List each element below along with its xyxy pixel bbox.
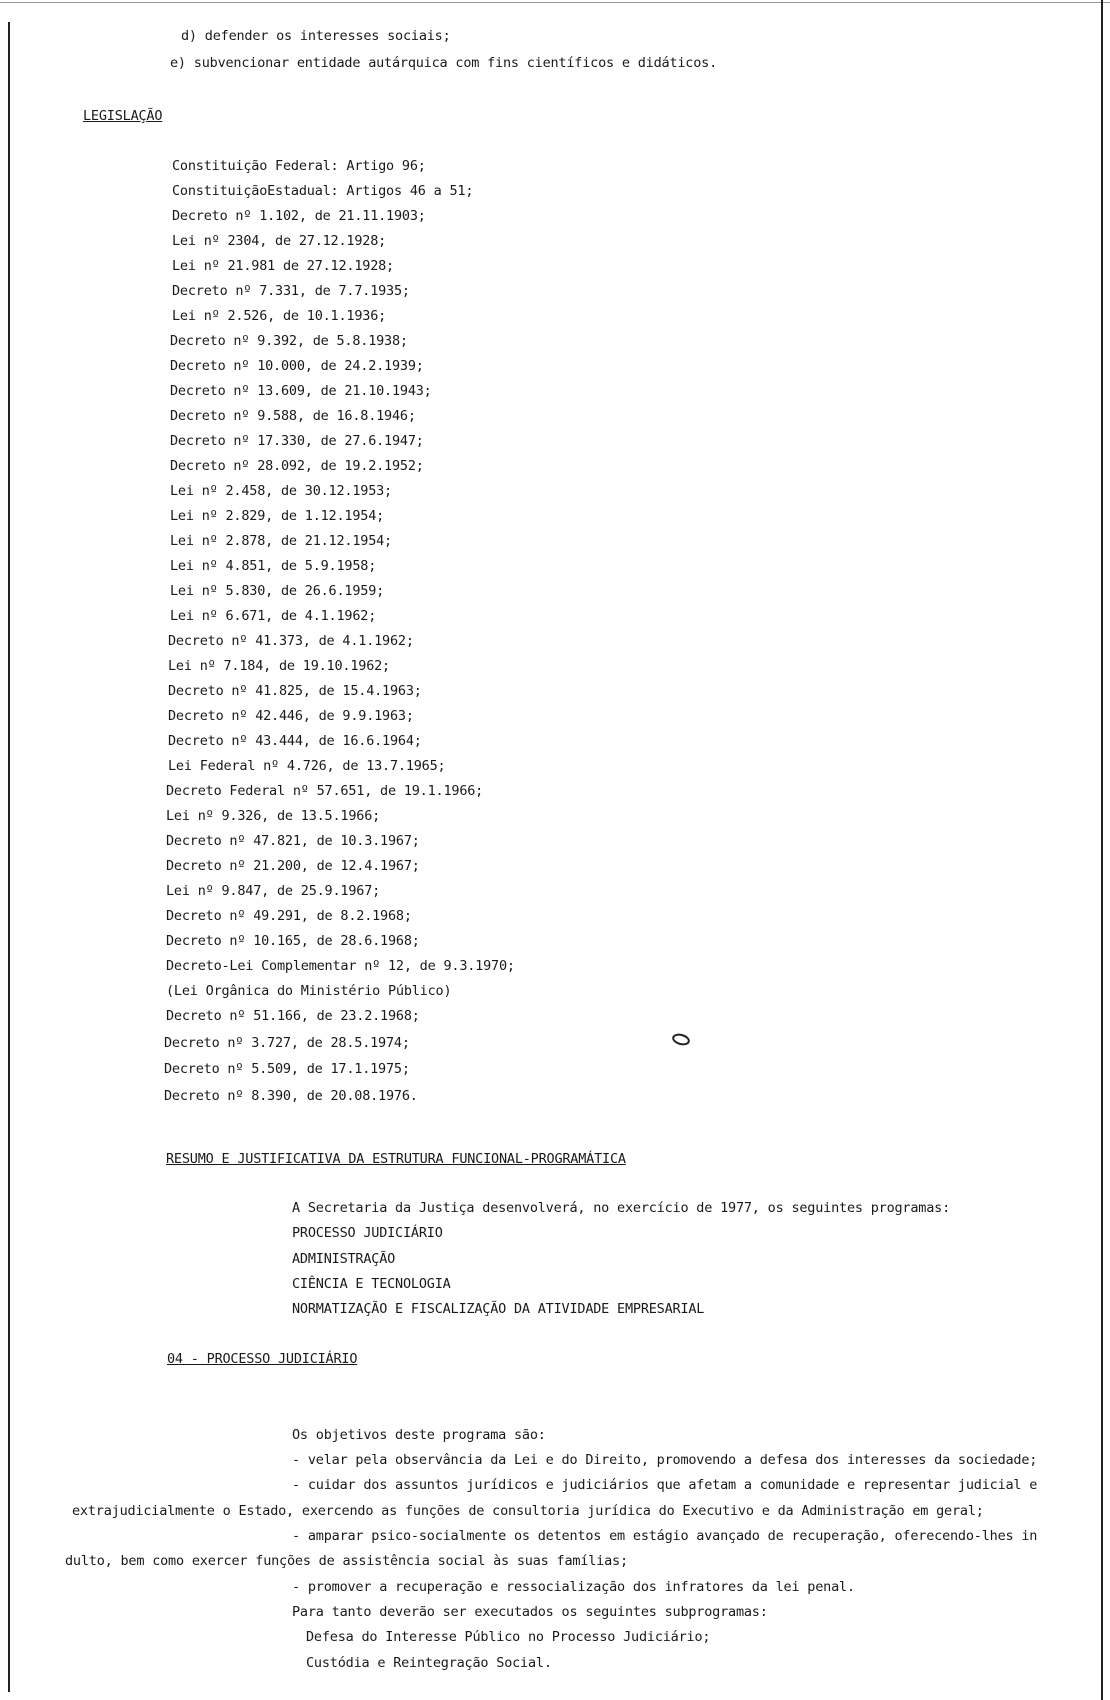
legislacao-item: Decreto nº 3.727, de 28.5.1974;	[164, 1035, 410, 1051]
legislacao-item: ConstituiçãoEstadual: Artigos 46 a 51;	[172, 183, 474, 199]
program-item: ADMINISTRAÇÃO	[292, 1251, 396, 1267]
legislacao-item: Decreto nº 43.444, de 16.6.1964;	[168, 733, 422, 749]
program-item: NORMATIZAÇÃO E FISCALIZAÇÃO DA ATIVIDADE EMPRESARIAL	[292, 1301, 705, 1317]
legislacao-item: Decreto nº 9.392, de 5.8.1938;	[170, 333, 408, 349]
legislacao-item: Decreto nº 51.166, de 23.2.1968;	[166, 1008, 420, 1024]
legislacao-item: Decreto nº 5.509, de 17.1.1975;	[164, 1061, 410, 1077]
legislacao-item: Decreto nº 17.330, de 27.6.1947;	[170, 433, 424, 449]
legislacao-item: Lei nº 7.184, de 19.10.1962;	[168, 658, 390, 674]
right-margin-rule	[1101, 0, 1103, 1700]
legislacao-item: Constituição Federal: Artigo 96;	[172, 158, 426, 174]
resumo-heading: RESUMO E JUSTIFICATIVA DA ESTRUTURA FUNCIONAL-PROGRAMÁTICA	[166, 1151, 626, 1167]
legislacao-item: Lei nº 2.878, de 21.12.1954;	[170, 533, 392, 549]
legislacao-item: Decreto nº 47.821, de 10.3.1967;	[166, 833, 420, 849]
objective-1: - velar pela observância da Lei e do Direito, promovendo a defesa dos interesses da sociedade;	[292, 1452, 1038, 1468]
legislacao-item: Decreto nº 41.373, de 4.1.1962;	[168, 633, 414, 649]
objective-3-line2: dulto, bem como exercer funções de assistência social às suas famílias;	[65, 1553, 628, 1569]
preamble-item-d: d) defender os interesses sociais;	[181, 28, 451, 44]
subprograma-item: Custódia e Reintegração Social.	[306, 1655, 552, 1671]
objective-3-line1: - amparar psico-socialmente os detentos em estágio avançado de recuperação, oferecendo-lhes in	[292, 1528, 1038, 1544]
legislacao-item: Lei nº 9.326, de 13.5.1966;	[166, 808, 381, 824]
legislacao-item: Decreto nº 21.200, de 12.4.1967;	[166, 858, 420, 874]
legislacao-item: Decreto-Lei Complementar nº 12, de 9.3.1970;	[166, 958, 515, 974]
left-margin-rule	[8, 22, 10, 1692]
legislacao-item: Decreto nº 8.390, de 20.08.1976.	[164, 1088, 418, 1104]
legislacao-item: Decreto nº 1.102, de 21.11.1903;	[172, 208, 426, 224]
objective-2-line1: - cuidar dos assuntos jurídicos e judiciários que afetam a comunidade e representar judicial e	[292, 1477, 1038, 1493]
legislacao-item: Lei nº 2304, de 27.12.1928;	[172, 233, 387, 249]
subprogramas-intro: Para tanto deverão ser executados os seguintes subprogramas:	[292, 1604, 768, 1620]
program-item: PROCESSO JUDICIÁRIO	[292, 1225, 443, 1241]
legislacao-item: Lei Federal nº 4.726, de 13.7.1965;	[168, 758, 446, 774]
legislacao-item: (Lei Orgânica do Ministério Público)	[166, 983, 452, 999]
legislacao-item: Lei nº 5.830, de 26.6.1959;	[170, 583, 385, 599]
legislacao-item: Decreto nº 9.588, de 16.8.1946;	[170, 408, 416, 424]
processo-intro: Os objetivos deste programa são:	[292, 1427, 546, 1443]
legislacao-item: Decreto nº 28.092, de 19.2.1952;	[170, 458, 424, 474]
legislacao-item: Lei nº 9.847, de 25.9.1967;	[166, 883, 381, 899]
legislacao-item: Decreto Federal nº 57.651, de 19.1.1966;	[166, 783, 484, 799]
legislacao-item: Lei nº 2.526, de 10.1.1936;	[172, 308, 387, 324]
legislacao-item: Decreto nº 13.609, de 21.10.1943;	[170, 383, 432, 399]
resumo-intro: A Secretaria da Justiça desenvolverá, no exercício de 1977, os seguintes programas:	[292, 1200, 950, 1216]
objective-4: - promover a recuperação e ressocialização dos infratores da lei penal.	[292, 1579, 855, 1595]
legislacao-item: Lei nº 2.829, de 1.12.1954;	[170, 508, 385, 524]
program-item: CIÊNCIA E TECNOLOGIA	[292, 1276, 451, 1292]
legislacao-item: Decreto nº 10.165, de 28.6.1968;	[166, 933, 420, 949]
objective-2-line2: extrajudicialmente o Estado, exercendo as funções de consultoria jurídica do Executivo e da Administração em geral;	[72, 1503, 984, 1519]
legislacao-item: Decreto nº 49.291, de 8.2.1968;	[166, 908, 412, 924]
legislacao-item: Lei nº 6.671, de 4.1.1962;	[170, 608, 377, 624]
legislacao-item: Decreto nº 42.446, de 9.9.1963;	[168, 708, 414, 724]
legislacao-item: Decreto nº 10.000, de 24.2.1939;	[170, 358, 424, 374]
legislacao-heading: LEGISLAÇÃO	[83, 108, 163, 124]
legislacao-item: Lei nº 2.458, de 30.12.1953;	[170, 483, 392, 499]
preamble-item-e: e) subvencionar entidade autárquica com fins científicos e didáticos.	[170, 55, 718, 71]
legislacao-item: Lei nº 4.851, de 5.9.1958;	[170, 558, 377, 574]
ink-mark	[671, 1032, 691, 1047]
subprograma-item: Defesa do Interesse Público no Processo Judiciário;	[306, 1629, 711, 1645]
legislacao-item: Decreto nº 7.331, de 7.7.1935;	[172, 283, 410, 299]
legislacao-item: Lei nº 21.981 de 27.12.1928;	[172, 258, 394, 274]
top-edge-line	[0, 2, 1110, 3]
processo-heading: 04 - PROCESSO JUDICIÁRIO	[167, 1351, 358, 1367]
legislacao-item: Decreto nº 41.825, de 15.4.1963;	[168, 683, 422, 699]
